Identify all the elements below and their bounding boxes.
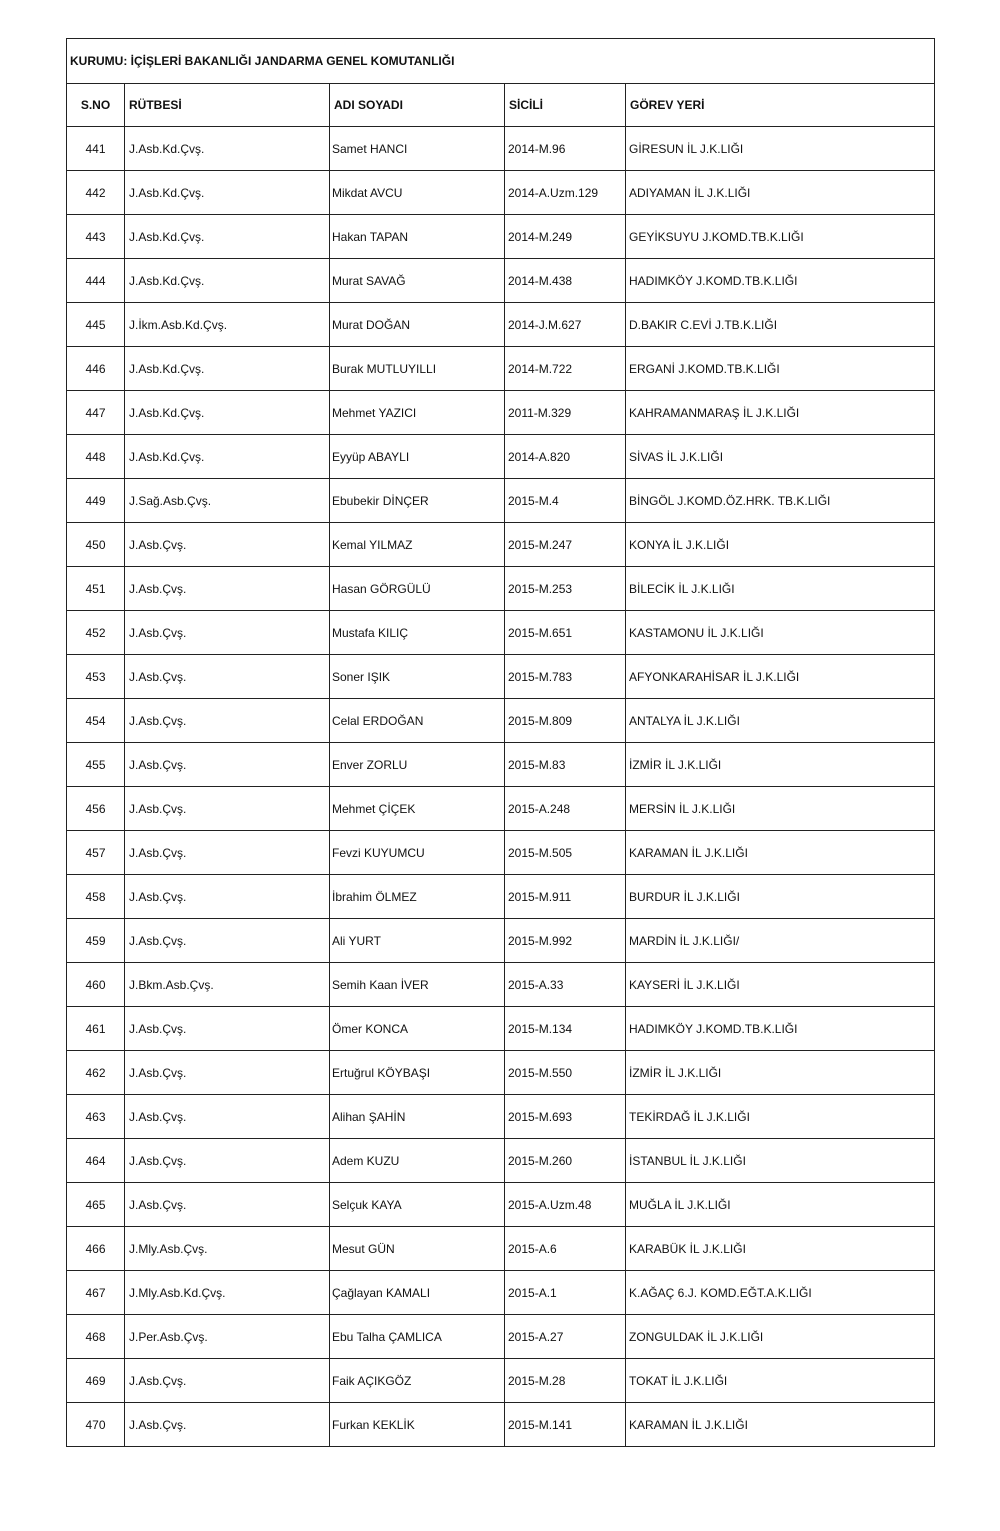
cell-gorev: BİLECİK İL J.K.LIĞI [626,567,935,611]
cell-sicil: 2014-M.438 [505,259,626,303]
table-row [67,1007,935,1051]
cell-gorev: BİNGÖL J.KOMD.ÖZ.HRK. TB.K.LIĞI [626,479,935,523]
cell-sicil: 2015-M.134 [505,1007,626,1051]
cell-rank: J.Asb.Çvş. [125,699,330,743]
column-header-name: ADI SOYADI [330,84,505,127]
cell-sicil: 2015-M.260 [505,1139,626,1183]
cell-no: 453 [67,655,125,699]
cell-name: Selçuk KAYA [330,1183,505,1227]
cell-gorev: ERGANİ J.KOMD.TB.K.LIĞI [626,347,935,391]
cell-no: 442 [67,171,125,215]
cell-no: 445 [67,303,125,347]
cell-no: 441 [67,127,125,171]
cell-name: Mehmet YAZICI [330,391,505,435]
cell-no: 468 [67,1315,125,1359]
cell-sicil: 2015-A.1 [505,1271,626,1315]
cell-rank: J.Asb.Çvş. [125,1183,330,1227]
cell-rank: J.Per.Asb.Çvş. [125,1315,330,1359]
table-row [67,1051,935,1095]
cell-name: Mikdat AVCU [330,171,505,215]
table-row [67,1095,935,1139]
table-row [67,391,935,435]
table-row [67,303,935,347]
cell-no: 444 [67,259,125,303]
cell-sicil: 2015-M.253 [505,567,626,611]
table-row [67,1271,935,1315]
cell-name: Mustafa KILIÇ [330,611,505,655]
cell-gorev: ADIYAMAN İL J.K.LIĞI [626,171,935,215]
table-row [67,611,935,655]
cell-gorev: MARDİN İL J.K.LIĞI/ [626,919,935,963]
cell-gorev: KARAMAN İL J.K.LIĞI [626,1403,935,1447]
column-header-sicil: SİCİLİ [505,84,626,127]
cell-rank: J.Asb.Çvş. [125,1007,330,1051]
cell-no: 465 [67,1183,125,1227]
cell-rank: J.Asb.Kd.Çvş. [125,127,330,171]
cell-sicil: 2015-M.783 [505,655,626,699]
table-row [67,215,935,259]
cell-name: İbrahim ÖLMEZ [330,875,505,919]
table-row [67,699,935,743]
cell-name: Faik AÇIKGÖZ [330,1359,505,1403]
cell-no: 461 [67,1007,125,1051]
cell-sicil: 2015-M.911 [505,875,626,919]
cell-gorev: ANTALYA İL J.K.LIĞI [626,699,935,743]
cell-no: 447 [67,391,125,435]
cell-sicil: 2015-A.27 [505,1315,626,1359]
cell-sicil: 2015-A.248 [505,787,626,831]
cell-name: Alihan ŞAHİN [330,1095,505,1139]
cell-rank: J.Asb.Kd.Çvş. [125,391,330,435]
column-header-gorev: GÖREV YERİ [626,84,935,127]
table-row [67,655,935,699]
cell-sicil: 2011-M.329 [505,391,626,435]
cell-no: 459 [67,919,125,963]
column-header-rank: RÜTBESİ [125,84,330,127]
cell-gorev: TOKAT İL J.K.LIĞI [626,1359,935,1403]
cell-sicil: 2014-A.820 [505,435,626,479]
cell-name: Hasan GÖRGÜLÜ [330,567,505,611]
table-row [67,1183,935,1227]
cell-name: Adem KUZU [330,1139,505,1183]
cell-gorev: KONYA İL J.K.LIĞI [626,523,935,567]
cell-gorev: İZMİR İL J.K.LIĞI [626,743,935,787]
cell-rank: J.Sağ.Asb.Çvş. [125,479,330,523]
cell-sicil: 2015-A.6 [505,1227,626,1271]
cell-name: Eyyüp ABAYLI [330,435,505,479]
cell-no: 448 [67,435,125,479]
cell-no: 456 [67,787,125,831]
cell-sicil: 2014-J.M.627 [505,303,626,347]
cell-name: Mesut GÜN [330,1227,505,1271]
cell-name: Ömer KONCA [330,1007,505,1051]
cell-gorev: K.AĞAÇ 6.J. KOMD.EĞT.A.K.LIĞI [626,1271,935,1315]
table-row [67,1227,935,1271]
cell-gorev: AFYONKARAHİSAR İL J.K.LIĞI [626,655,935,699]
cell-sicil: 2015-M.651 [505,611,626,655]
cell-gorev: SİVAS İL J.K.LIĞI [626,435,935,479]
cell-gorev: GEYİKSUYU J.KOMD.TB.K.LIĞI [626,215,935,259]
cell-rank: J.Asb.Çvş. [125,567,330,611]
cell-no: 458 [67,875,125,919]
cell-rank: J.Asb.Çvş. [125,1359,330,1403]
table-row [67,1315,935,1359]
cell-no: 466 [67,1227,125,1271]
table-row [67,743,935,787]
cell-name: Ebubekir DİNÇER [330,479,505,523]
cell-name: Enver ZORLU [330,743,505,787]
cell-no: 455 [67,743,125,787]
cell-name: Ebu Talha ÇAMLICA [330,1315,505,1359]
cell-gorev: D.BAKIR C.EVİ J.TB.K.LIĞI [626,303,935,347]
table-row [67,1359,935,1403]
cell-rank: J.Mly.Asb.Kd.Çvş. [125,1271,330,1315]
cell-sicil: 2015-M.550 [505,1051,626,1095]
cell-name: Furkan KEKLİK [330,1403,505,1447]
table-row [67,875,935,919]
table-row [67,831,935,875]
cell-gorev: HADIMKÖY J.KOMD.TB.K.LIĞI [626,1007,935,1051]
cell-sicil: 2014-A.Uzm.129 [505,171,626,215]
cell-sicil: 2015-M.693 [505,1095,626,1139]
cell-name: Ertuğrul KÖYBAŞI [330,1051,505,1095]
cell-rank: J.Asb.Çvş. [125,919,330,963]
cell-no: 452 [67,611,125,655]
cell-rank: J.Asb.Çvş. [125,1403,330,1447]
table-row [67,963,935,1007]
cell-name: Çağlayan KAMALI [330,1271,505,1315]
table-row [67,347,935,391]
cell-no: 464 [67,1139,125,1183]
cell-gorev: KARABÜK İL J.K.LIĞI [626,1227,935,1271]
cell-sicil: 2015-M.809 [505,699,626,743]
cell-name: Ali YURT [330,919,505,963]
cell-sicil: 2014-M.722 [505,347,626,391]
cell-name: Mehmet ÇİÇEK [330,787,505,831]
cell-name: Celal ERDOĞAN [330,699,505,743]
cell-gorev: TEKİRDAĞ İL J.K.LIĞI [626,1095,935,1139]
cell-rank: J.Asb.Kd.Çvş. [125,215,330,259]
cell-rank: J.Asb.Çvş. [125,875,330,919]
table-row [67,523,935,567]
cell-rank: J.Asb.Kd.Çvş. [125,171,330,215]
cell-gorev: İSTANBUL İL J.K.LIĞI [626,1139,935,1183]
cell-no: 449 [67,479,125,523]
cell-rank: J.Asb.Kd.Çvş. [125,435,330,479]
cell-gorev: KARAMAN İL J.K.LIĞI [626,831,935,875]
table-row [67,171,935,215]
table-row [67,259,935,303]
cell-rank: J.Asb.Çvş. [125,831,330,875]
cell-sicil: 2015-M.83 [505,743,626,787]
cell-rank: J.Asb.Çvş. [125,611,330,655]
cell-rank: J.Asb.Çvş. [125,1095,330,1139]
cell-no: 467 [67,1271,125,1315]
cell-no: 460 [67,963,125,1007]
cell-rank: J.Mly.Asb.Çvş. [125,1227,330,1271]
personnel-list-sheet [66,38,934,1447]
table-row [67,919,935,963]
cell-sicil: 2015-M.4 [505,479,626,523]
cell-name: Fevzi KUYUMCU [330,831,505,875]
cell-name: Murat SAVAĞ [330,259,505,303]
cell-rank: J.Asb.Kd.Çvş. [125,347,330,391]
cell-rank: J.Asb.Çvş. [125,743,330,787]
cell-no: 457 [67,831,125,875]
institution-title: KURUMU: İÇİŞLERİ BAKANLIĞI JANDARMA GENEL KOMUTANLIĞI [67,39,935,84]
cell-sicil: 2015-M.28 [505,1359,626,1403]
cell-rank: J.Asb.Kd.Çvş. [125,259,330,303]
table-row [67,435,935,479]
cell-no: 462 [67,1051,125,1095]
table-row [67,567,935,611]
cell-no: 450 [67,523,125,567]
cell-name: Semih Kaan İVER [330,963,505,1007]
table-row [67,787,935,831]
cell-gorev: KAYSERİ İL J.K.LIĞI [626,963,935,1007]
cell-no: 451 [67,567,125,611]
cell-no: 469 [67,1359,125,1403]
cell-gorev: ZONGULDAK İL J.K.LIĞI [626,1315,935,1359]
table-row [67,1139,935,1183]
cell-rank: J.Asb.Çvş. [125,655,330,699]
institution-row [67,39,935,84]
cell-name: Burak MUTLUYILLI [330,347,505,391]
cell-rank: J.Asb.Çvş. [125,1139,330,1183]
cell-gorev: HADIMKÖY J.KOMD.TB.K.LIĞI [626,259,935,303]
cell-rank: J.Asb.Çvş. [125,787,330,831]
cell-sicil: 2015-M.247 [505,523,626,567]
cell-name: Murat DOĞAN [330,303,505,347]
cell-gorev: MERSİN İL J.K.LIĞI [626,787,935,831]
cell-sicil: 2015-M.992 [505,919,626,963]
cell-gorev: MUĞLA İL J.K.LIĞI [626,1183,935,1227]
cell-sicil: 2014-M.249 [505,215,626,259]
table-row [67,127,935,171]
cell-name: Samet HANCI [330,127,505,171]
table-row [67,479,935,523]
cell-rank: J.Bkm.Asb.Çvş. [125,963,330,1007]
cell-rank: J.İkm.Asb.Kd.Çvş. [125,303,330,347]
cell-name: Hakan TAPAN [330,215,505,259]
table-row [67,1403,935,1447]
cell-gorev: KASTAMONU İL J.K.LIĞI [626,611,935,655]
personnel-table [66,38,935,1447]
cell-name: Soner IŞIK [330,655,505,699]
cell-sicil: 2014-M.96 [505,127,626,171]
cell-sicil: 2015-A.33 [505,963,626,1007]
cell-sicil: 2015-A.Uzm.48 [505,1183,626,1227]
cell-no: 443 [67,215,125,259]
cell-gorev: KAHRAMANMARAŞ İL J.K.LIĞI [626,391,935,435]
cell-no: 470 [67,1403,125,1447]
header-row [67,84,935,127]
cell-sicil: 2015-M.141 [505,1403,626,1447]
cell-gorev: BURDUR İL J.K.LIĞI [626,875,935,919]
cell-name: Kemal YILMAZ [330,523,505,567]
cell-no: 463 [67,1095,125,1139]
cell-no: 446 [67,347,125,391]
cell-sicil: 2015-M.505 [505,831,626,875]
column-header-no: S.NO [67,84,125,127]
cell-rank: J.Asb.Çvş. [125,1051,330,1095]
cell-gorev: GİRESUN İL J.K.LIĞI [626,127,935,171]
cell-no: 454 [67,699,125,743]
cell-rank: J.Asb.Çvş. [125,523,330,567]
cell-gorev: İZMİR İL J.K.LIĞI [626,1051,935,1095]
